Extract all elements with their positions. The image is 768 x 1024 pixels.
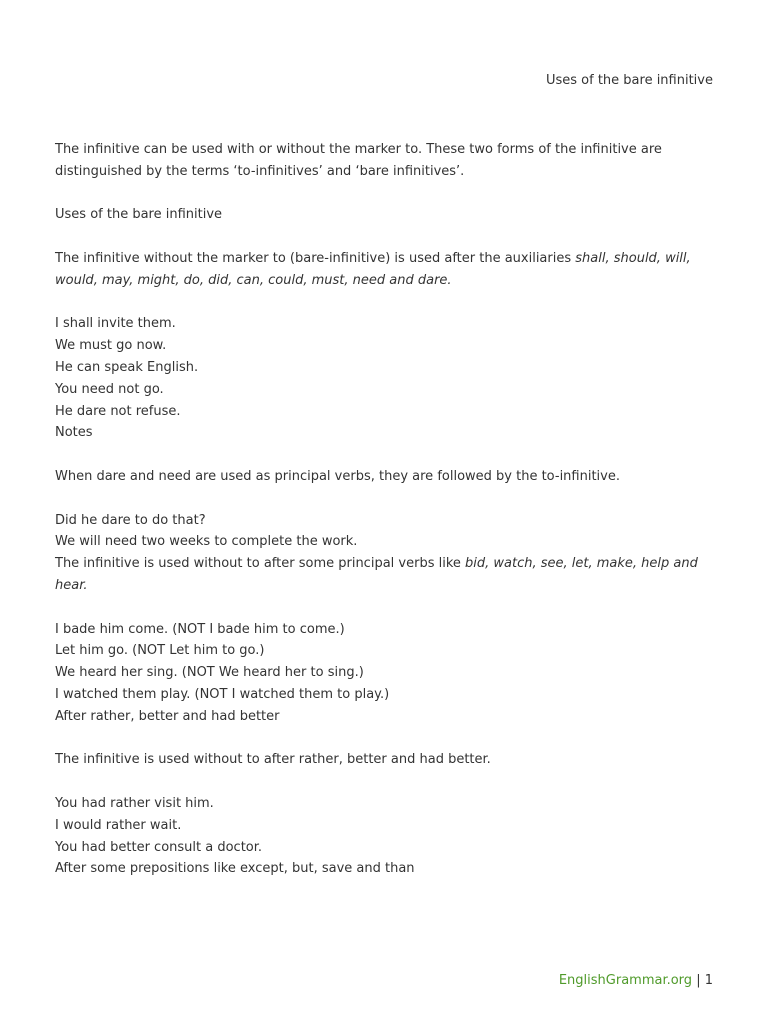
spacer [55,292,710,314]
header-title: Uses of the bare infinitive [545,73,713,88]
example-line: You had better consult a doctor. [55,839,263,855]
example-line: I shall invite them. [55,316,176,332]
example-line: I bade him come. (NOT I bade him to come.) [55,621,345,637]
spacer [55,226,710,248]
dare-need-paragraph: When dare and need are used as principal verbs, they are followed by the to-infinitive. [55,468,620,484]
spacer [55,771,710,793]
intro-paragraph: The infinitive can be used with or without the marker to. These two forms of the infinitive are distinguished by the terms ‘to-infinitives’ and ‘bare infinitives’. [55,142,662,179]
spacer [55,183,710,205]
example-line: Did he dare to do that? [55,512,206,528]
notes-label: Notes [55,425,93,441]
principal-verbs-list: bid, watch, see, let, make, help and hear. [55,556,698,593]
example-line: He can speak English. [55,359,199,375]
auxiliaries-list: shall, should, will, would, may, might, do, did, can, could, must, need and dare. [55,250,691,288]
auxiliaries-text: The infinitive without the marker to (bare-infinitive) is used after the auxiliaries [55,250,576,266]
example-line: You need not go. [55,381,164,397]
example-line: We heard her sing. (NOT We heard her to sing.) [55,665,364,681]
spacer [55,597,710,619]
footer-separator: | [692,973,705,988]
example-line: We must go now. [55,338,167,354]
principal-verbs-paragraph [55,553,710,597]
footer-site-link[interactable]: EnglishGrammar.org [558,973,693,988]
rather-paragraph: The infinitive is used without to after rather, better and had better. [55,752,491,768]
example-line: You had rather visit him. [55,795,214,811]
page-footer [559,972,713,990]
example-line: He dare not refuse. [55,403,181,419]
section-heading-prepositions: After some prepositions like except, but, save and than [55,861,415,877]
example-line: Let him go. (NOT Let him to go.) [55,643,265,659]
document-body [55,139,710,880]
principal-verbs-text: The infinitive is used without to after some principal verbs like [55,556,466,572]
section-heading-rather: After rather, better and had better [55,708,280,724]
example-line: I would rather wait. [55,817,182,833]
spacer [55,444,710,466]
example-line: I watched them play. (NOT I watched them to play.) [55,686,390,702]
section-heading-bare-infinitive: Uses of the bare infinitive [55,207,223,223]
page-header [546,72,713,90]
spacer [55,488,710,510]
spacer [55,728,710,750]
page-number: 1 [704,973,713,988]
example-line: We will need two weeks to complete the work. [55,534,358,550]
auxiliaries-paragraph [55,248,710,292]
